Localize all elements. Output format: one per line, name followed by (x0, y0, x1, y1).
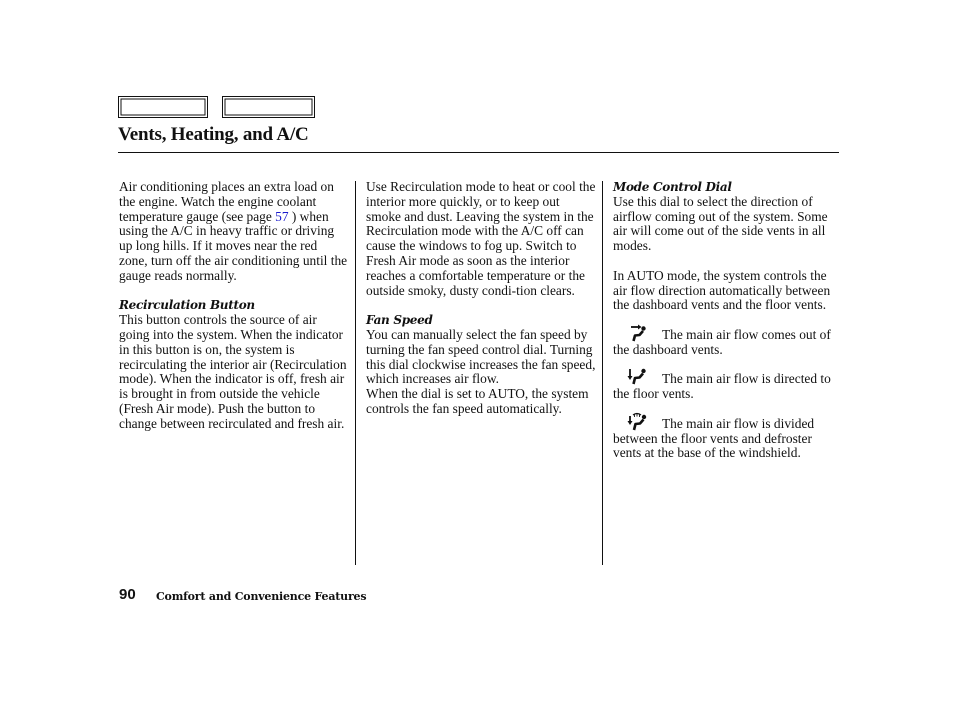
column-1 (119, 180, 349, 432)
recirculation-use-paragraph: Use Recirculation mode to heat or cool the interior more quickly, or to keep out smoke and dust. Leaving the system in the Recirculation mode with the A/C off can cause the windows to fog up. Switch to Fresh Air mode as soon as the interior reaches a comfortable temperature or the outside smoky, dusty condi-tion clears. (366, 179, 596, 298)
nav-tab-box-1[interactable] (118, 96, 208, 118)
floor-defrost-mode-icon (627, 411, 649, 433)
fan-speed-paragraph-1: You can manually select the fan speed by turning the fan speed control dial. Turning this dial clockwise increases the fan speed, which increases air flow. (366, 326, 596, 387)
column-divider-2 (602, 181, 603, 565)
fan-speed-paragraph-2: When the dial is set to AUTO, the system controls the fan speed automatically. (366, 386, 589, 416)
title-divider (118, 152, 839, 153)
page-number: 90 (119, 586, 136, 603)
floor-vent-mode-icon (627, 366, 649, 388)
page-title: Vents, Heating, and A/C (118, 124, 309, 145)
ac-load-paragraph: Air conditioning places an extra load on the engine. Watch the engine coolant temperature gauge (see page 57 ) when using the A/C in heavy traffic or driving up long hills. If it moves near the red zone, turn off the air conditioning until the gauge reads normally. (119, 179, 348, 283)
recirculation-heading: Recirculation Button (119, 298, 255, 313)
mode-item-floor: The main air flow is directed to the floor vents. (613, 372, 841, 402)
section-title: Comfort and Convenience Features (156, 590, 367, 603)
fan-speed-heading: Fan Speed (366, 313, 433, 328)
nav-tab-box-2[interactable] (222, 96, 315, 118)
mode-item-dash: The main air flow comes out of the dashboard vents. (613, 328, 841, 358)
page-57-link[interactable]: 57 (275, 208, 289, 224)
recirculation-paragraph: This button controls the source of air going into the system. When the indicator in this button is on, the system is recirculating the interior air (Recirculation mode). When the indicator is off, fresh air is brought in from outside the vehicle (Fresh Air mode). Push the button to change between recirculated and fresh air. (119, 312, 347, 431)
mode-control-heading: Mode Control Dial (613, 180, 732, 194)
dash-vent-mode-icon (627, 322, 649, 344)
mode-control-paragraph: Use this dial to select the direction of airflow coming out of the system. Some air will come out of the side vents in all modes. (613, 193, 828, 254)
column-2 (366, 180, 596, 417)
auto-mode-paragraph: In AUTO mode, the system controls the air flow direction automatically between the dashboard vents and the floor vents. (613, 267, 831, 313)
mode-item-floor-defrost: The main air flow is divided between the floor vents and defroster vents at the base of the windshield. (613, 417, 841, 461)
column-3 (613, 180, 841, 461)
column-divider-1 (355, 181, 356, 565)
